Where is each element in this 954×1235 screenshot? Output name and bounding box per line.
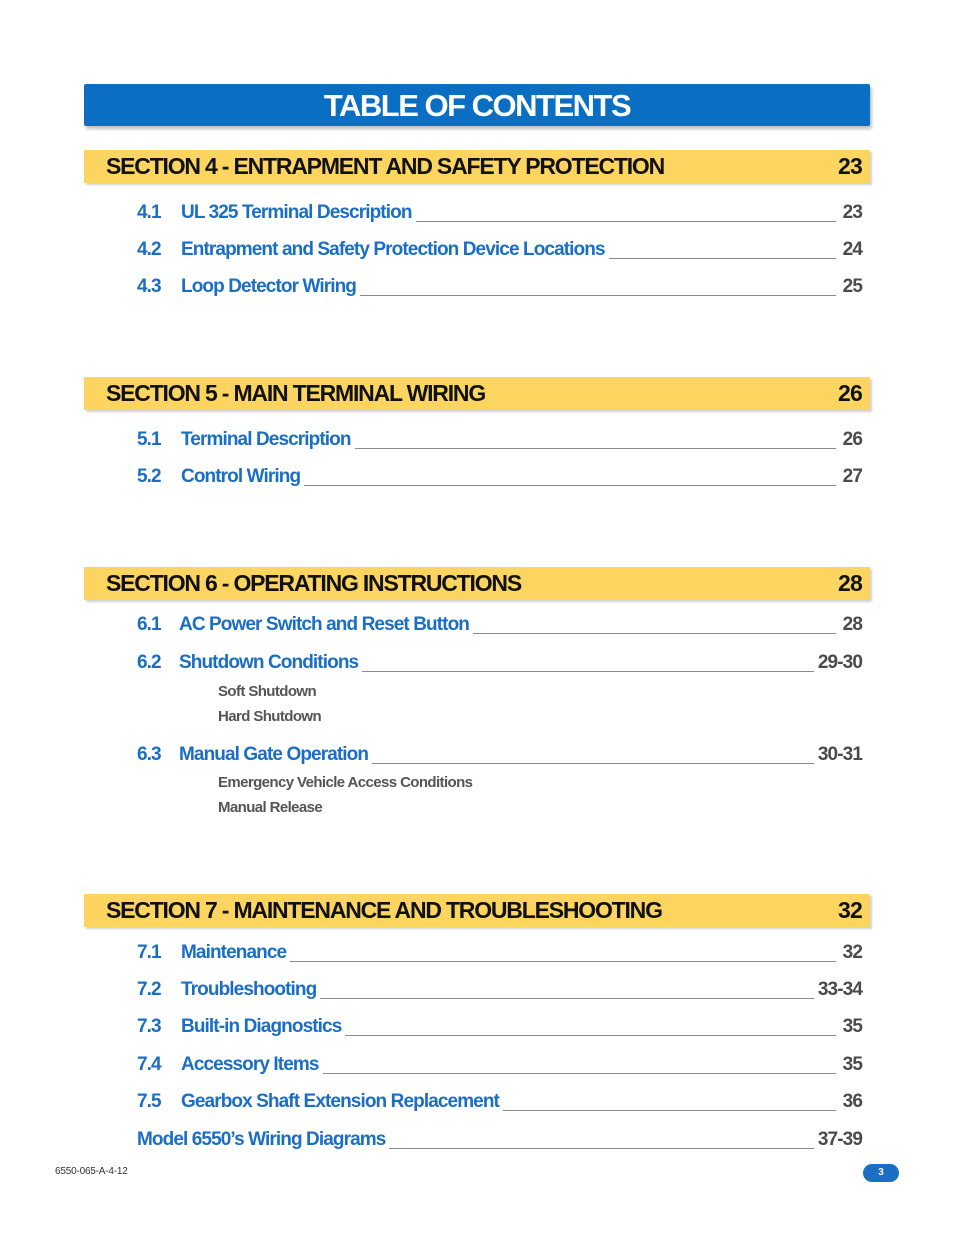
toc-subitem-emergency-vehicle-access[interactable]: Emergency Vehicle Access Conditions [218, 774, 473, 791]
toc-entry-5-1[interactable] [137, 426, 862, 454]
toc-subitem-soft-shutdown[interactable]: Soft Shutdown [218, 683, 317, 700]
entry-number: 7.2 [137, 979, 161, 1000]
entry-number: 7.3 [137, 1016, 161, 1037]
entry-page: 27 [842, 466, 862, 487]
entry-number: 4.3 [137, 276, 161, 297]
section-title: SECTION 5 - MAIN TERMINAL WIRING [106, 380, 486, 406]
entry-label: Shutdown Conditions [179, 652, 359, 673]
dot-leader [503, 1110, 836, 1111]
dot-leader [360, 295, 836, 296]
toc-entry-7-5[interactable] [137, 1088, 862, 1116]
toc-subitem-manual-release[interactable]: Manual Release [218, 799, 323, 816]
dot-leader [416, 221, 836, 222]
entry-label: Accessory Items [181, 1054, 319, 1075]
toc-title: TABLE OF CONTENTS [84, 84, 870, 126]
entry-number: 7.5 [137, 1091, 161, 1112]
entry-page: 35 [842, 1054, 862, 1075]
entry-number: 4.1 [137, 202, 161, 223]
toc-entry-6-1[interactable] [137, 611, 862, 639]
entry-page: 33-34 [817, 979, 862, 1000]
page-number-badge: 3 [863, 1164, 899, 1182]
section-header-7[interactable] [84, 894, 870, 927]
entry-page: 28 [842, 614, 862, 635]
entry-number: 5.1 [137, 429, 161, 450]
section-page: 32 [838, 897, 862, 923]
toc-entry-7-1[interactable] [137, 939, 862, 967]
section-header-4[interactable] [84, 150, 870, 183]
entry-label: Control Wiring [181, 466, 301, 487]
toc-entry-7-4[interactable] [137, 1051, 862, 1079]
entry-label: Manual Gate Operation [179, 744, 369, 765]
toc-entry-4-2[interactable] [137, 236, 862, 264]
section-header-6[interactable] [84, 567, 870, 600]
entry-label: Loop Detector Wiring [181, 276, 356, 297]
document-code: 6550-065-A-4-12 [55, 1166, 128, 1177]
entry-number: 6.1 [137, 614, 161, 635]
entry-page: 26 [842, 429, 862, 450]
toc-entry-wiring-diagrams[interactable] [137, 1126, 862, 1154]
dot-leader [362, 671, 814, 672]
entry-page: 37-39 [817, 1129, 862, 1150]
entry-page: 29-30 [817, 652, 862, 673]
section-title: SECTION 6 - OPERATING INSTRUCTIONS [106, 570, 521, 596]
entry-number: 7.1 [137, 942, 161, 963]
section-header-5[interactable] [84, 377, 870, 410]
dot-leader [473, 633, 836, 634]
entry-label: Model 6550’s Wiring Diagrams [137, 1129, 386, 1150]
section-title: SECTION 4 - ENTRAPMENT AND SAFETY PROTECTION [106, 153, 665, 179]
toc-entry-7-2[interactable] [137, 976, 862, 1004]
toc-entry-4-1[interactable] [137, 199, 862, 227]
section-page: 28 [838, 570, 862, 596]
entry-page: 23 [842, 202, 862, 223]
entry-label: Gearbox Shaft Extension Replacement [181, 1091, 499, 1112]
section-page: 23 [838, 153, 862, 179]
section-page: 26 [838, 380, 862, 406]
entry-label: Troubleshooting [181, 979, 317, 1000]
section-title: SECTION 7 - MAINTENANCE AND TROUBLESHOOTING [106, 897, 662, 923]
entry-label: AC Power Switch and Reset Button [179, 614, 470, 635]
entry-number: 6.2 [137, 652, 161, 673]
entry-number: 7.4 [137, 1054, 161, 1075]
entry-label: Entrapment and Safety Protection Device Locations [181, 239, 605, 260]
dot-leader [320, 998, 814, 999]
entry-page: 36 [842, 1091, 862, 1112]
toc-entry-7-3[interactable] [137, 1013, 862, 1041]
entry-page: 25 [842, 276, 862, 297]
entry-label: UL 325 Terminal Description [181, 202, 412, 223]
dot-leader [389, 1148, 813, 1149]
entry-number: 6.3 [137, 744, 161, 765]
toc-subitem-hard-shutdown[interactable]: Hard Shutdown [218, 708, 322, 725]
dot-leader [323, 1073, 836, 1074]
entry-label: Terminal Description [181, 429, 351, 450]
dot-leader [290, 961, 836, 962]
toc-entry-5-2[interactable] [137, 463, 862, 491]
dot-leader [304, 485, 836, 486]
toc-entry-6-2[interactable] [137, 649, 862, 677]
entry-number: 4.2 [137, 239, 161, 260]
dot-leader [345, 1035, 836, 1036]
entry-page: 35 [842, 1016, 862, 1037]
entry-label: Maintenance [181, 942, 287, 963]
dot-leader [609, 258, 836, 259]
entry-page: 24 [842, 239, 862, 260]
toc-entry-6-3[interactable] [137, 741, 862, 769]
dot-leader [372, 763, 814, 764]
entry-page: 32 [842, 942, 862, 963]
toc-entry-4-3[interactable] [137, 273, 862, 301]
dot-leader [355, 448, 836, 449]
entry-page: 30-31 [817, 744, 862, 765]
entry-label: Built-in Diagnostics [181, 1016, 342, 1037]
entry-number: 5.2 [137, 466, 161, 487]
